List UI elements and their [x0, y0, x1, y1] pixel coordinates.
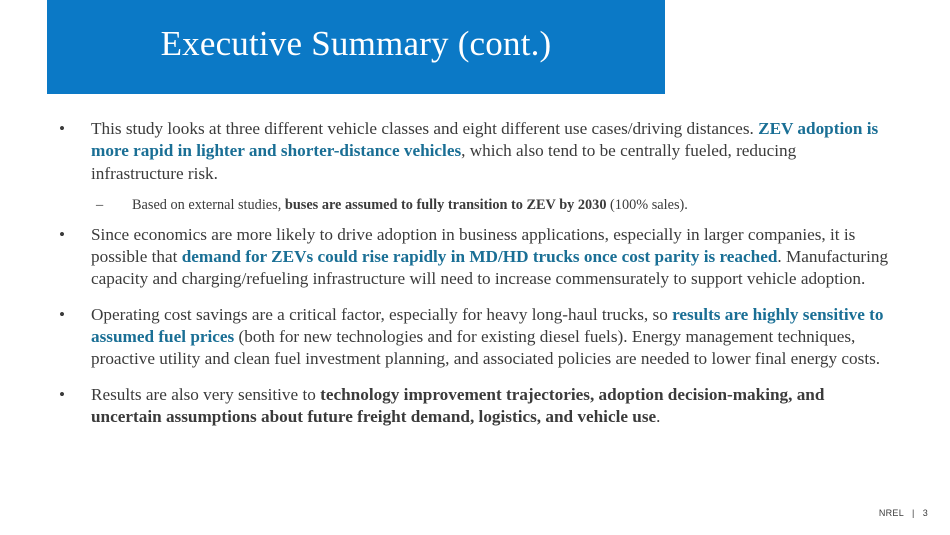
- page-number: 3: [922, 508, 928, 518]
- slide-footer: [879, 508, 928, 518]
- bullet-icon: •: [58, 384, 66, 404]
- sub-bullet-text: (100% sales).: [606, 196, 688, 213]
- bullet-highlight: ZEV adoption is more rapid in lighter and shorter-distance vehicles: [91, 119, 879, 161]
- bullet-icon: •: [58, 224, 66, 244]
- footer-org: NREL: [878, 508, 905, 518]
- bullet-icon: •: [58, 304, 66, 324]
- bullet-list: [52, 118, 892, 441]
- bullet-text: .: [656, 406, 661, 426]
- bullet-text: This study looks at three different vehicle classes and eight different use cases/driving distances.: [91, 119, 759, 138]
- bullet-item-4: [52, 384, 892, 429]
- page-title: Executive Summary (cont.): [160, 24, 552, 63]
- sub-bullet-highlight: buses are assumed to fully transition to ZEV by 2030: [284, 196, 607, 213]
- bullet-item-2: [52, 224, 892, 291]
- dash-icon: –: [96, 196, 104, 213]
- bullet-item-3: [52, 304, 892, 371]
- bullet-text: (both for new technologies and for existing diesel fuels). Energy management techniques, proactive utility and clean fuel investment planning, and associated policies are needed to lower final energy costs.: [91, 327, 881, 369]
- bullet-text: , which also tend to be centrally fueled, reducing infrastructure risk.: [91, 141, 797, 183]
- sub-bullet-item-1: [52, 195, 892, 215]
- bullet-text: . Manufacturing capacity and charging/refueling infrastructure will need to increase commensurately to support vehicle adoption.: [91, 247, 889, 289]
- bullet-text: Results are also very sensitive to: [91, 384, 321, 404]
- bullet-highlight: demand for ZEVs could rise rapidly in MD/HD trucks once cost parity is reached: [181, 247, 778, 267]
- bullet-highlight: results are highly sensitive to assumed fuel prices: [91, 304, 884, 347]
- bullet-text: Since economics are more likely to drive adoption in business applications, especially in larger companies, it is possible that: [91, 224, 856, 267]
- bullet-highlight: technology improvement trajectories, adoption decision-making, and uncertain assumptions about future freight demand, logistics, and vehicle use: [91, 384, 825, 426]
- bullet-item-1: [52, 118, 892, 185]
- sub-bullet-text: Based on external studies,: [132, 196, 285, 213]
- footer-separator: |: [912, 508, 915, 518]
- title-banner: [47, 0, 665, 94]
- bullet-text: Operating cost savings are a critical factor, especially for heavy long-haul trucks, so: [91, 304, 673, 324]
- bullet-icon: •: [58, 119, 66, 138]
